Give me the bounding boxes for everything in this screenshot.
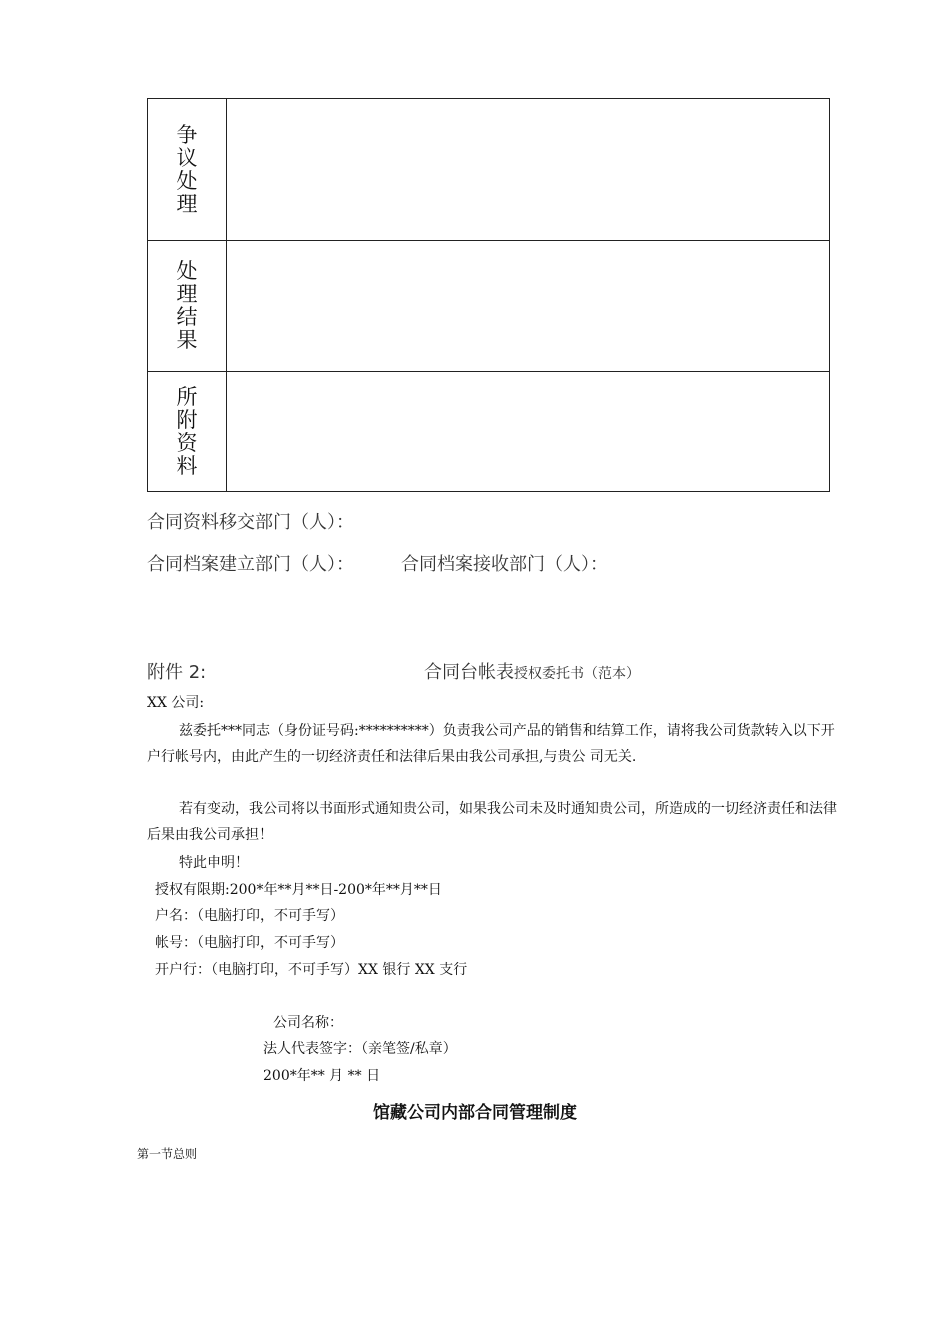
attachment-title-large: 合同台帐表 bbox=[424, 662, 514, 683]
letter-para-1: 兹委托***同志（身份证号码:**********）负责我公司产品的销售和结算工作，请将我公司货款转入以下开户行帐号内，由此产生的一切经济责任和法律后果由我公司承担,与贵公 司无关. bbox=[147, 723, 835, 765]
table-row bbox=[148, 372, 830, 492]
letter-salutation: XX 公司: bbox=[147, 695, 205, 711]
archive-receive-line: 合同档案接收部门（人）： bbox=[401, 554, 608, 575]
archive-establish-line: 合同档案建立部门（人）： bbox=[147, 554, 354, 575]
row-label-dispute: 争议处理 bbox=[176, 122, 198, 216]
letter-date: 200*年** 月 ** 日 bbox=[263, 1068, 381, 1084]
row-label-attachments: 所附资料 bbox=[176, 384, 198, 478]
letter-signature: 法人代表签字：（亲笔签/私章） bbox=[263, 1041, 457, 1057]
letter-para-3: 特此申明！ bbox=[179, 855, 249, 871]
row-content-attachments bbox=[227, 372, 830, 492]
row-label-cell bbox=[148, 241, 227, 372]
table-row bbox=[148, 99, 830, 241]
letter-account-name: 户名：（电脑打印，不可手写） bbox=[155, 908, 344, 924]
row-label-cell bbox=[148, 99, 227, 241]
record-table bbox=[147, 98, 830, 492]
transfer-line: 合同资料移交部门（人）： bbox=[147, 512, 354, 533]
table-row bbox=[148, 241, 830, 372]
attachment-label: 附件 2: bbox=[147, 662, 207, 683]
letter-account-no: 帐号：（电脑打印，不可手写） bbox=[155, 935, 344, 951]
regulation-title: 馆藏公司内部合同管理制度 bbox=[373, 1103, 577, 1123]
letter-para-2: 若有变动，我公司将以书面形式通知贵公司，如果我公司未及时通知贵公司，所造成的一切经济责任和法律后果由我公司承担！ bbox=[147, 801, 837, 843]
row-label-cell bbox=[148, 372, 227, 492]
attachment-title-small: 授权委托书（范本） bbox=[514, 666, 640, 682]
attachment-title bbox=[424, 658, 640, 684]
letter-company-name: 公司名称： bbox=[273, 1015, 343, 1031]
row-content-result bbox=[227, 241, 830, 372]
letter-validity: 授权有限期:200*年**月**日-200*年**月**日 bbox=[155, 882, 442, 898]
row-content-dispute bbox=[227, 99, 830, 241]
letter-bank: 开户行：（电脑打印，不可手写）XX 银行 XX 支行 bbox=[155, 962, 468, 978]
regulation-section: 第一节总则 bbox=[137, 1147, 198, 1161]
row-label-result: 处理结果 bbox=[176, 259, 198, 352]
